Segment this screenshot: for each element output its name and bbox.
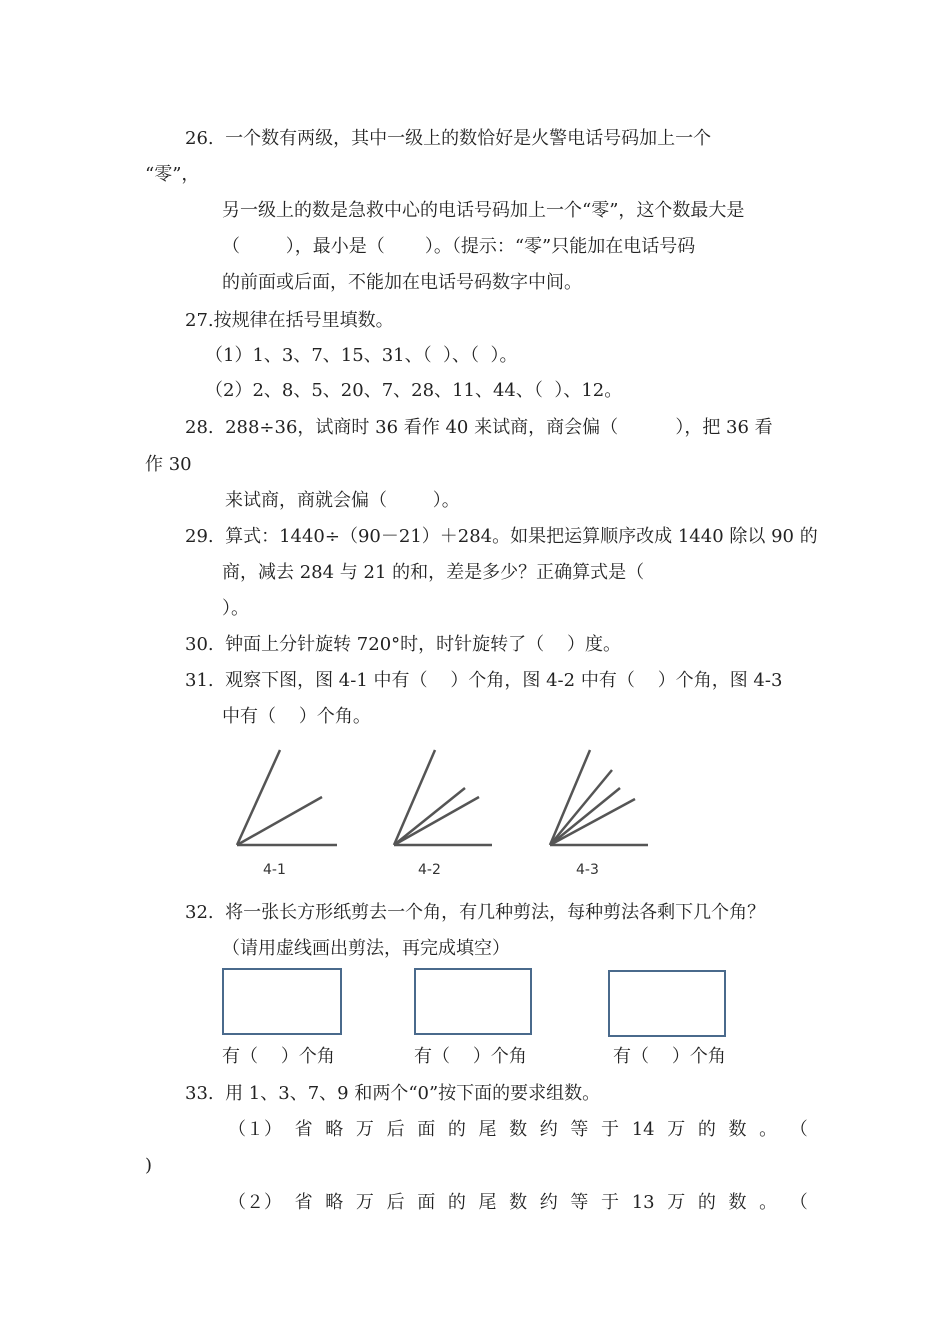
q29-line3: ）。 bbox=[222, 598, 249, 619]
angle-figure-4-3 bbox=[538, 740, 658, 880]
q28-line2: 作 30 bbox=[145, 454, 192, 475]
figure-label-4-3: 4-3 bbox=[576, 862, 599, 878]
q26-line4: （ ），最小是（ ）。（提示：“零”只能加在电话号码 bbox=[222, 236, 696, 257]
q32-line2: （请用虚线画出剪法，再完成填空） bbox=[222, 938, 510, 959]
angle-figure-4-2 bbox=[382, 740, 502, 880]
q29-line1: 29. 算式：1440÷（90－21）＋284。如果把运算顺序改成 1440 除以 90 的 bbox=[185, 526, 818, 547]
ray-low bbox=[394, 797, 479, 845]
q26-line5: 的前面或后面，不能加在电话号码数字中间。 bbox=[222, 272, 582, 293]
q33-part2: （２） 省 略 万 后 面 的 尾 数 约 等 于 13 万 的 数 。 （ bbox=[228, 1192, 808, 1213]
q27-part2: （2）2、8、5、20、7、28、11、44、（ ）、12。 bbox=[205, 380, 623, 401]
q27-part1: （1）1、3、7、15、31、（ ）、（ ）。 bbox=[205, 345, 518, 366]
q28-line3: 来试商，商就会偏（ ）。 bbox=[225, 490, 460, 511]
q26-line2: “零”， bbox=[145, 164, 200, 185]
q26-line3: 另一级上的数是急救中心的电话号码加上一个“零”，这个数最大是 bbox=[222, 200, 745, 221]
ray-mid bbox=[394, 788, 465, 845]
q32-caption-3: 有（ ）个角 bbox=[613, 1046, 726, 1067]
rectangle-paper-1 bbox=[222, 968, 342, 1035]
figure-label-4-1: 4-1 bbox=[263, 862, 286, 878]
q32-caption-2: 有（ ）个角 bbox=[414, 1046, 527, 1067]
q33-line1: 33. 用 1、3、7、9 和两个“0”按下面的要求组数。 bbox=[185, 1083, 601, 1104]
ray-low bbox=[550, 799, 635, 845]
q31-line2: 中有（ ）个角。 bbox=[222, 706, 371, 727]
q26-line1: 26. 一个数有两级，其中一级上的数恰好是火警电话号码加上一个 bbox=[185, 128, 712, 149]
q27-title: 27.按规律在括号里填数。 bbox=[185, 310, 394, 331]
q33-part1-close: ) bbox=[145, 1155, 153, 1176]
q32-line1: 32. 将一张长方形纸剪去一个角，有几种剪法，每种剪法各剩下几个角？ bbox=[185, 902, 766, 923]
q33-part1: （１） 省 略 万 后 面 的 尾 数 约 等 于 14 万 的 数 。 （ bbox=[228, 1119, 808, 1140]
ray-steep bbox=[550, 750, 590, 845]
ray-upper bbox=[550, 770, 612, 845]
q28-line1: 28. 288÷36，试商时 36 看作 40 来试商，商会偏（ ），把 36 看 bbox=[185, 417, 773, 438]
q30-line1: 30. 钟面上分针旋转 720°时，时针旋转了（ ）度。 bbox=[185, 634, 622, 655]
ray-steep bbox=[237, 750, 280, 845]
q31-line1: 31. 观察下图，图 4-1 中有（ ）个角，图 4-2 中有（ ）个角，图 4-3 bbox=[185, 670, 783, 691]
ray-steep bbox=[394, 750, 435, 845]
q32-caption-1: 有（ ）个角 bbox=[222, 1046, 335, 1067]
angle-figure-4-1 bbox=[225, 740, 345, 880]
rectangle-paper-3 bbox=[608, 970, 726, 1037]
figure-label-4-2: 4-2 bbox=[418, 862, 441, 878]
q29-line2: 商，减去 284 与 21 的和，差是多少？正确算式是（ bbox=[222, 562, 645, 583]
ray-mid bbox=[550, 788, 620, 845]
rectangle-paper-2 bbox=[414, 968, 532, 1035]
ray-mid bbox=[237, 797, 322, 845]
